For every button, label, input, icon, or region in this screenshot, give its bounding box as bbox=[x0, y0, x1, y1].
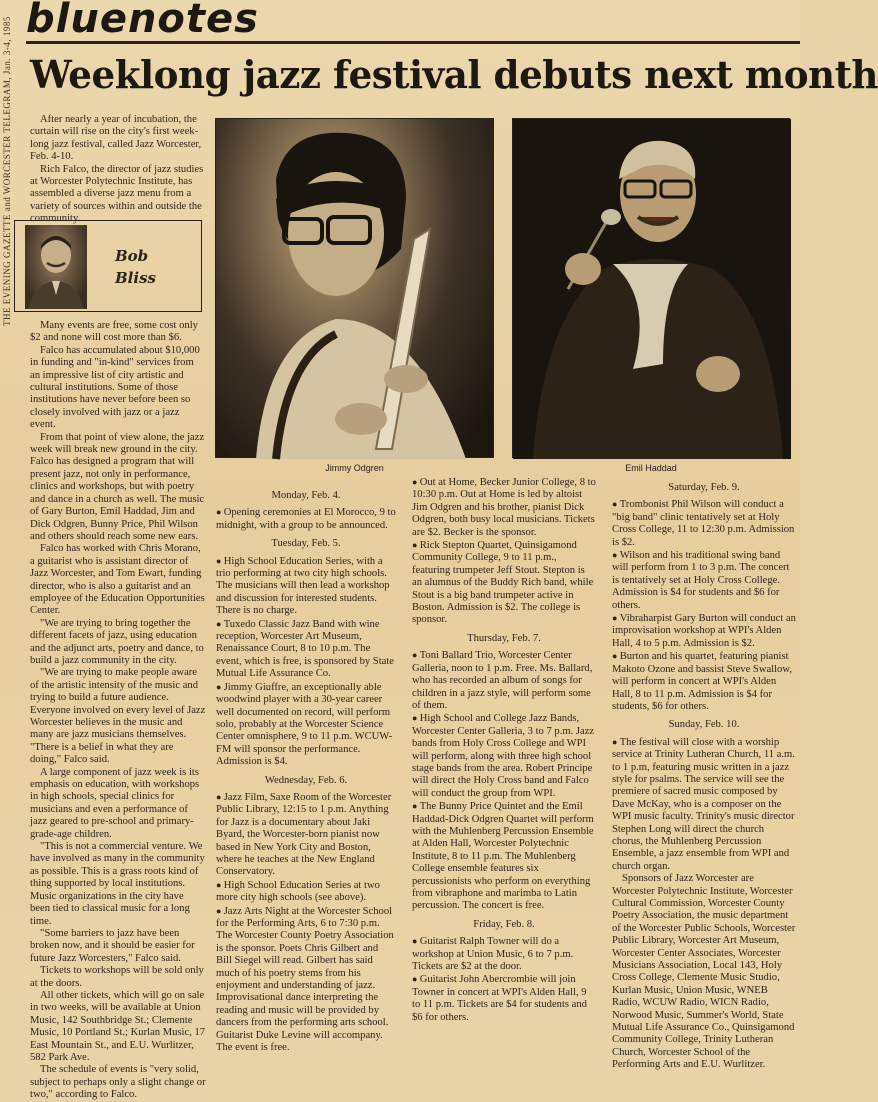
paragraph: "We are trying to make people aware of the artistic intensity of the music and trying to build a future audience. Everyone involved on every level of Jazz Worcester believes in the music and many are jazz musicians themselves. "There is a belief in what they are doing," Falco said. bbox=[30, 667, 206, 766]
event-text: Jimmy Giuffre, an exceptionally able woodwind player with a 30-year career well documented on record, will perform solo, probably at the Worcester Science Center omnisphere, 9 to 11 p.m. WCUW-FM will sponsor the performance. Admission is $4. bbox=[216, 681, 393, 768]
paragraph: "We are trying to bring together the different facets of jazz, using education and the adjunct arts, poetry and dance, to build a jazz community in the city. bbox=[30, 617, 204, 666]
newspaper-dateline: THE EVENING GAZETTE and WORCESTER TELEGRAM, Jan. 3-4, 1985 bbox=[2, 16, 12, 326]
bullet-icon: ● bbox=[612, 736, 620, 747]
event-text: Trombonist Phil Wilson will conduct a "big band" clinic tentatively set at Holy Cross College, 11 to 12:30 p.m. Admission is $2. bbox=[612, 499, 795, 548]
byline-box bbox=[14, 220, 202, 312]
paragraph: All other tickets, which will go on sale in two weeks, will be available at Union Music, 142 Southbridge St.; Clemente Music, 10 Portland St.; Kurlan Music, 17 East Mountain St., and E.U. Wurlitzer, 582 Park Ave. bbox=[30, 989, 206, 1063]
event-item bbox=[216, 506, 396, 532]
bullet-icon: ● bbox=[412, 713, 420, 724]
day-heading: Thursday, Feb. 7. bbox=[467, 632, 541, 644]
event-item bbox=[612, 736, 796, 873]
photo-caption-1: Jimmy Odgren bbox=[325, 463, 384, 473]
event-item bbox=[612, 549, 796, 612]
bullet-icon: ● bbox=[612, 651, 620, 662]
paragraph: Falco has worked with Chris Morano, a guitarist who is assistant director of Jazz Worcester, and Tom Ewart, funding director, who is also a guitarist and an employee of the Education Opportunities Center. bbox=[30, 543, 205, 617]
bullet-icon: ● bbox=[412, 974, 420, 985]
day-heading: Tuesday, Feb. 5. bbox=[271, 538, 341, 550]
bullet-icon: ● bbox=[412, 801, 420, 812]
bullet-icon: ● bbox=[216, 507, 224, 518]
bullet-icon: ● bbox=[216, 681, 224, 692]
event-item bbox=[216, 618, 396, 681]
event-item bbox=[216, 681, 396, 769]
bullet-icon: ● bbox=[216, 791, 224, 802]
event-item bbox=[412, 712, 596, 800]
author-portrait-icon bbox=[25, 225, 87, 309]
bullet-icon: ● bbox=[612, 550, 620, 561]
bullet-icon: ● bbox=[412, 936, 420, 947]
headline: Weeklong jazz festival debuts next month bbox=[30, 52, 878, 97]
event-text: High School Education Series, with a trio performing at two city high schools. The musicians will then lead a workshop and discussion for interested students. There is no charge. bbox=[216, 555, 390, 617]
paragraph: From that point of view alone, the jazz week will break new ground in the city. Falco has designed a program that will present jazz, not only in performance, clinics and workshops, but with poetry and dance in a church as well. The music of Gary Burton, Emil Haddad, Jim and Dick Odgren, Bunny Price, Phil Wilson and others should reach some new ears. bbox=[30, 431, 205, 542]
event-text: Jazz Arts Night at the Worcester School for the Performing Arts, 6 to 7:30 p.m. The Worcester County Poetry Association is the sponsor. Poets Chris Gilbert and Bill Siegel will read. Gilbert has said much of his poetry stems from his enjoyment and understanding of jazz. Improvisational dance interpreting the reading and music will be provided by dancers from the performing arts school. Guitarist Duke Levine will accompany. The event is free. bbox=[216, 905, 394, 1054]
event-item bbox=[216, 791, 396, 879]
photo-emil-haddad bbox=[512, 118, 790, 458]
paragraph: Many events are free, some cost only $2 and none will cost more than $6. bbox=[30, 320, 198, 344]
bullet-icon: ● bbox=[612, 499, 620, 510]
event-text: Tuxedo Classic Jazz Band with wine reception, Worcester Art Museum, Renaissance Court, 8 to 10 p.m. The event, which is free, is sponsored by State Mutual Life Assurance Co. bbox=[216, 618, 394, 680]
day-heading: Sunday, Feb. 10. bbox=[668, 719, 740, 731]
event-column-monday-wednesday bbox=[216, 484, 396, 1054]
event-text: Rick Stepton Quartet, Quinsigamond Community College, 9 to 11 p.m., featuring trumpeter Jeff Stout. Stepton is an alumnus of the Buddy Rich band, while Stout is a big band trumpeter active in Boston. Admission is $2. The college is sponsor. bbox=[412, 540, 594, 626]
section-logo: bluenotes bbox=[26, 0, 259, 42]
day-heading: Friday, Feb. 8. bbox=[473, 918, 535, 930]
event-item bbox=[412, 476, 596, 539]
bullet-icon: ● bbox=[216, 618, 224, 629]
paragraph: A large component of jazz week is its emphasis on education, with workshops in high schools, special clinics for musicians and even a performance of jazz geared to pre-school and primary-grade-age children. bbox=[30, 766, 200, 840]
byline-name: Bob Bliss bbox=[115, 247, 156, 287]
event-text: Burton and his quartet, featuring pianist Makoto Ozone and bassist Steve Swallow, will perform in concert at WPI's Alden Hall, 8 to 11 p.m. Admission is $4 for students, $6 for others. bbox=[612, 651, 792, 712]
photo-caption-2: Emil Haddad bbox=[625, 463, 677, 473]
event-item bbox=[412, 649, 596, 712]
event-text: Wilson and his traditional swing band will perform from 1 to 3 p.m. The concert is tentatively set at Holy Cross College. Admission is $4 for students and $6 for others. bbox=[612, 550, 790, 611]
event-item bbox=[216, 905, 396, 1055]
bullet-icon: ● bbox=[216, 879, 224, 890]
bullet-icon: ● bbox=[216, 905, 224, 916]
day-heading: Wednesday, Feb. 6. bbox=[264, 774, 348, 786]
event-text: Vibraharpist Gary Burton will conduct an improvisation workshop at WPI's Alden Hall, 4 to 5 p.m. Admission is $2. bbox=[612, 613, 796, 649]
paragraph: After nearly a year of incubation, the curtain will rise on the city's first week-long jazz festival, called Jazz Worcester, Feb. 4-10. bbox=[30, 114, 202, 163]
musician-with-flute-icon bbox=[216, 119, 495, 459]
paragraph: The schedule of events is "very solid, subject to perhaps only a slight change or two," according to Falco. bbox=[30, 1064, 206, 1101]
paragraph: "This is not a commercial venture. We have involved as many in the community as possible. This is a grass roots kind of thing supported by local institutions. Music organizations in the city have been tied to classical music for a long time. bbox=[30, 841, 205, 927]
event-text: Toni Ballard Trio, Worcester Center Galleria, noon to 1 p.m. Free. Ms. Ballard, who has recorded an album of songs for children in a jazz style, will perform some of them. bbox=[412, 650, 593, 711]
event-text: Jazz Film, Saxe Room of the Worcester Public Library, 12:15 to 1 p.m. Anything for Jazz is a documentary about Jaki Byard, the Worcester-born pianist now based in New York City and Boston, where he teaches at the New England Conservatory. bbox=[216, 791, 392, 878]
event-item bbox=[612, 650, 796, 713]
bullet-icon: ● bbox=[412, 540, 420, 551]
day-heading: Monday, Feb. 4. bbox=[271, 490, 341, 501]
event-text: High School Education Series at two more city high schools (see above). bbox=[216, 879, 380, 904]
paragraph: Sponsors of Jazz Worcester are Worcester Polytechnic Institute, Worcester Cultural Commission, Worcester County Poetry Association, the music department of the Worcester Public Schools, Worcester Public Library, Worcester Art Museum, Worcester Center Associates, Worcester Musicians Association, Local 143, Holy Cross College, Clemente Music Studio, Kurlan Music, Union Music, WNEB Radio, WCUW Radio, WICN Radio, Norwood Music, Summer's World, State Mutual Life Assurance Co., Quinsigamond Community College, Trinity Lutheran Church, Worcester School of the Performing Arts and E.U. Wurlitzer. bbox=[612, 873, 796, 1071]
event-item bbox=[412, 539, 596, 627]
event-text: The festival will close with a worship service at Trinity Lutheran Church, 11 a.m. to 1 p.m, featuring music written in a jazz style for psalms. The service will see the premiere of sacred music composed by Dave McKay, who is a composer on the WPI music faculty. Trinity's music director Stephen Long will direct the church chorus, the Muhlenberg Percussion Ensemble, a jazz ensemble from WPI and church organ. bbox=[612, 736, 795, 872]
event-item bbox=[216, 879, 396, 905]
singer-with-microphone-icon bbox=[513, 119, 791, 459]
event-column-weekend-sponsors bbox=[612, 476, 796, 1072]
event-item bbox=[412, 935, 596, 973]
event-item bbox=[612, 612, 796, 650]
paragraph: Tickets to workshops will be sold only at the doors. bbox=[30, 965, 204, 989]
paragraph: Falco has accumulated about $10,000 in funding and "in-kind" services from an impressive list of city artistic and cultural institutions. Some of those institutions have never before been so closely involved with jazz or a jazz event. bbox=[30, 344, 200, 431]
event-column-thursday-friday bbox=[412, 476, 596, 1024]
author-photo bbox=[25, 225, 87, 309]
photo-jimmy-odgren bbox=[215, 118, 494, 458]
event-item bbox=[216, 555, 396, 618]
paragraph: Rich Falco, the director of jazz studies at Worcester Polytechnic Institute, has assembled a diverse jazz menu from a variety of sources within and outside the community. bbox=[30, 163, 204, 225]
event-item bbox=[412, 973, 596, 1024]
article-column-1 bbox=[30, 320, 206, 1102]
event-text: Guitarist Ralph Towner will do a workshop at Union Music, 6 to 7 p.m. Tickets are $2 at the door. bbox=[412, 936, 574, 973]
event-text: High School and College Jazz Bands, Worcester Center Galleria, 3 to 7 p.m. Jazz bands from Holy Cross College and WPI will perform, along with three high school stage bands from the area. Robert Principe will direct the Holy Cross band and Falco will conduct the group from WPI. bbox=[412, 713, 595, 799]
event-item bbox=[412, 800, 596, 913]
event-text: Opening ceremonies at El Morocco, 9 to midnight, with a group to be announced. bbox=[216, 507, 396, 531]
paragraph: "Some barriers to jazz have been broken now, and it should be easier for future Jazz Worcesters," Falco said. bbox=[30, 927, 195, 964]
event-text: Out at Home, Becker Junior College, 8 to 10:30 p.m. Out at Home is led by altoist Jim Odgren and his brother, pianist Dick Odgren, both busy local musicians. Tickets are $2. Becker is the sponsor. bbox=[412, 477, 596, 538]
bullet-icon: ● bbox=[412, 477, 420, 487]
event-text: The Bunny Price Quintet and the Emil Haddad-Dick Odgren Quartet will perform with the Muhlenberg Percussion Ensemble at Alden Hall, Worcester Polytechnic Institute, 8 to 11 p.m. The Muhlenberg College ensemble features six percussionists who perform on everything from vibraphone and marimba to Latin percussion. The concert is free. bbox=[412, 801, 594, 912]
event-text: Guitarist John Abercrombie will join Towner in concert at WPI's Alden Hall, 9 to 11 p.m. Tickets are $4 for students and $6 for others. bbox=[412, 974, 587, 1023]
day-heading: Saturday, Feb. 9. bbox=[668, 482, 740, 493]
bullet-icon: ● bbox=[612, 613, 620, 624]
event-item bbox=[612, 498, 796, 549]
bullet-icon: ● bbox=[412, 650, 420, 661]
bullet-icon: ● bbox=[216, 555, 224, 566]
article-intro bbox=[30, 114, 206, 226]
masthead bbox=[26, 2, 800, 44]
